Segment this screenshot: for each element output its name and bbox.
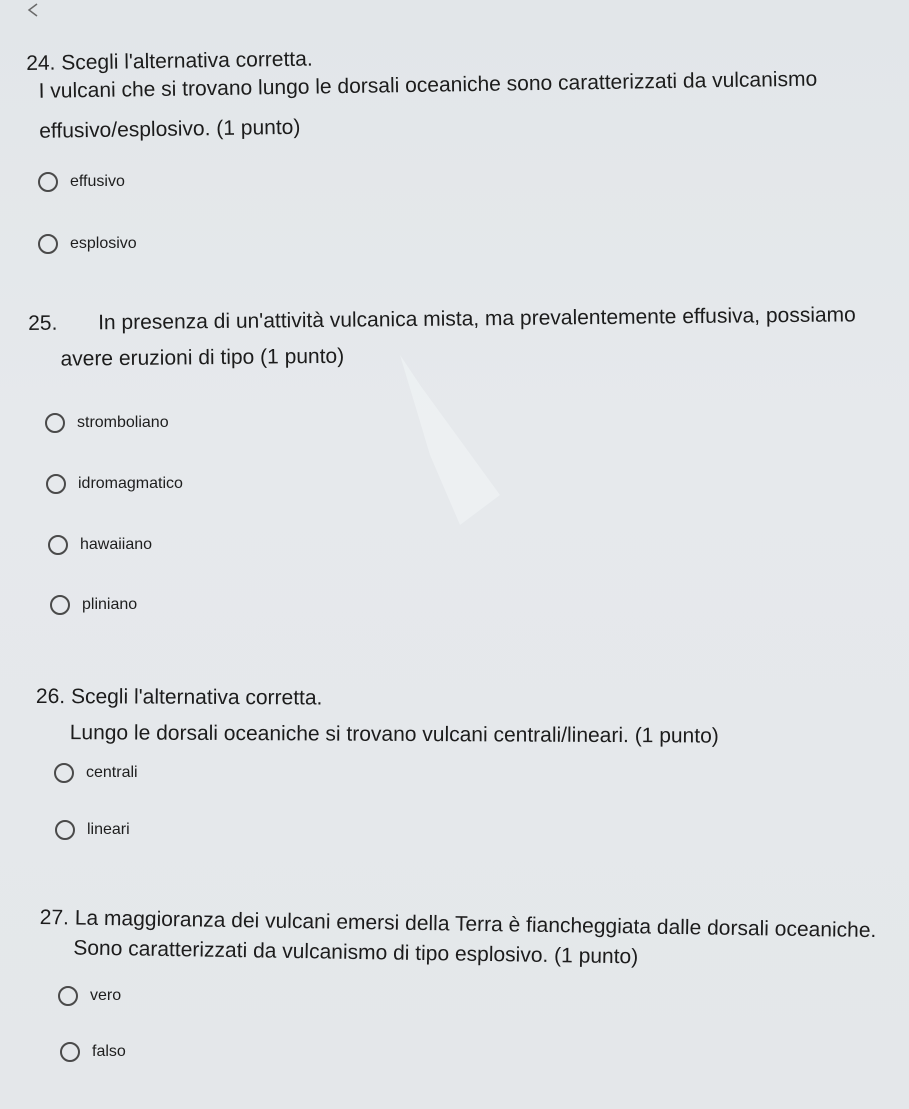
radio-button[interactable] [58, 986, 78, 1006]
question-text-line: In presenza di un'attività vulcanica mista, ma prevalentemente effusiva, possiamo [98, 303, 856, 335]
option-hawaiiano[interactable] [48, 535, 152, 555]
option-falso[interactable] [60, 1042, 126, 1062]
question-number: 26. [35, 685, 66, 709]
option-esplosivo[interactable] [38, 234, 137, 254]
option-vero[interactable] [58, 986, 121, 1006]
radio-button[interactable] [54, 763, 74, 783]
option-effusivo[interactable] [38, 172, 125, 192]
option-label: falso [92, 1043, 126, 1060]
question-number: 24. [26, 51, 56, 75]
question-intro: Scegli l'alternativa corretta. [70, 685, 323, 710]
radio-button[interactable] [38, 172, 58, 192]
question-25 [28, 301, 856, 374]
option-label: pliniano [82, 596, 138, 613]
question-number: 25. [28, 311, 58, 335]
option-label: hawaiiano [80, 536, 153, 553]
option-label: lineari [87, 821, 130, 838]
option-label: esplosivo [70, 235, 137, 252]
question-text-line: La maggioranza dei vulcani emersi della Terra è fiancheggiata dalle dorsali oceaniche. [74, 906, 877, 943]
radio-button[interactable] [50, 595, 70, 615]
option-pliniano[interactable] [50, 595, 137, 615]
question-text-line: effusivo/esplosivo. (1 punto) [39, 115, 301, 143]
option-stromboliano[interactable] [45, 413, 169, 433]
back-button[interactable] [20, 0, 50, 24]
question-text-line: Lungo le dorsali oceaniche si trovano vulcani centrali/lineari. (1 punto) [69, 721, 719, 748]
option-label: vero [90, 987, 122, 1004]
option-label: centrali [86, 764, 138, 781]
chevron-left-icon [20, 0, 50, 24]
option-label: idromagmatico [78, 475, 183, 492]
radio-button[interactable] [55, 820, 75, 840]
question-text-line: avere eruzioni di tipo (1 punto) [60, 344, 345, 371]
option-label: effusivo [70, 173, 125, 190]
option-centrali[interactable] [54, 763, 138, 783]
question-27 [39, 904, 876, 975]
option-lineari[interactable] [55, 820, 130, 840]
screen-glare [400, 355, 500, 525]
question-intro: Scegli l'alternativa corretta. [61, 47, 313, 75]
radio-button[interactable] [38, 234, 58, 254]
radio-button[interactable] [46, 474, 66, 494]
option-label: stromboliano [77, 414, 169, 431]
radio-button[interactable] [48, 535, 68, 555]
question-24 [26, 38, 818, 146]
question-text-line: I vulcani che si trovano lungo le dorsali oceaniche sono caratterizzati da vulcanismo [38, 67, 818, 103]
radio-button[interactable] [60, 1042, 80, 1062]
question-text-line: Sono caratterizzati da vulcanismo di tipo esplosivo. (1 punto) [73, 936, 639, 969]
option-idromagmatico[interactable] [46, 474, 183, 494]
question-number: 27. [39, 905, 70, 930]
question-26 [36, 683, 719, 751]
radio-button[interactable] [45, 413, 65, 433]
